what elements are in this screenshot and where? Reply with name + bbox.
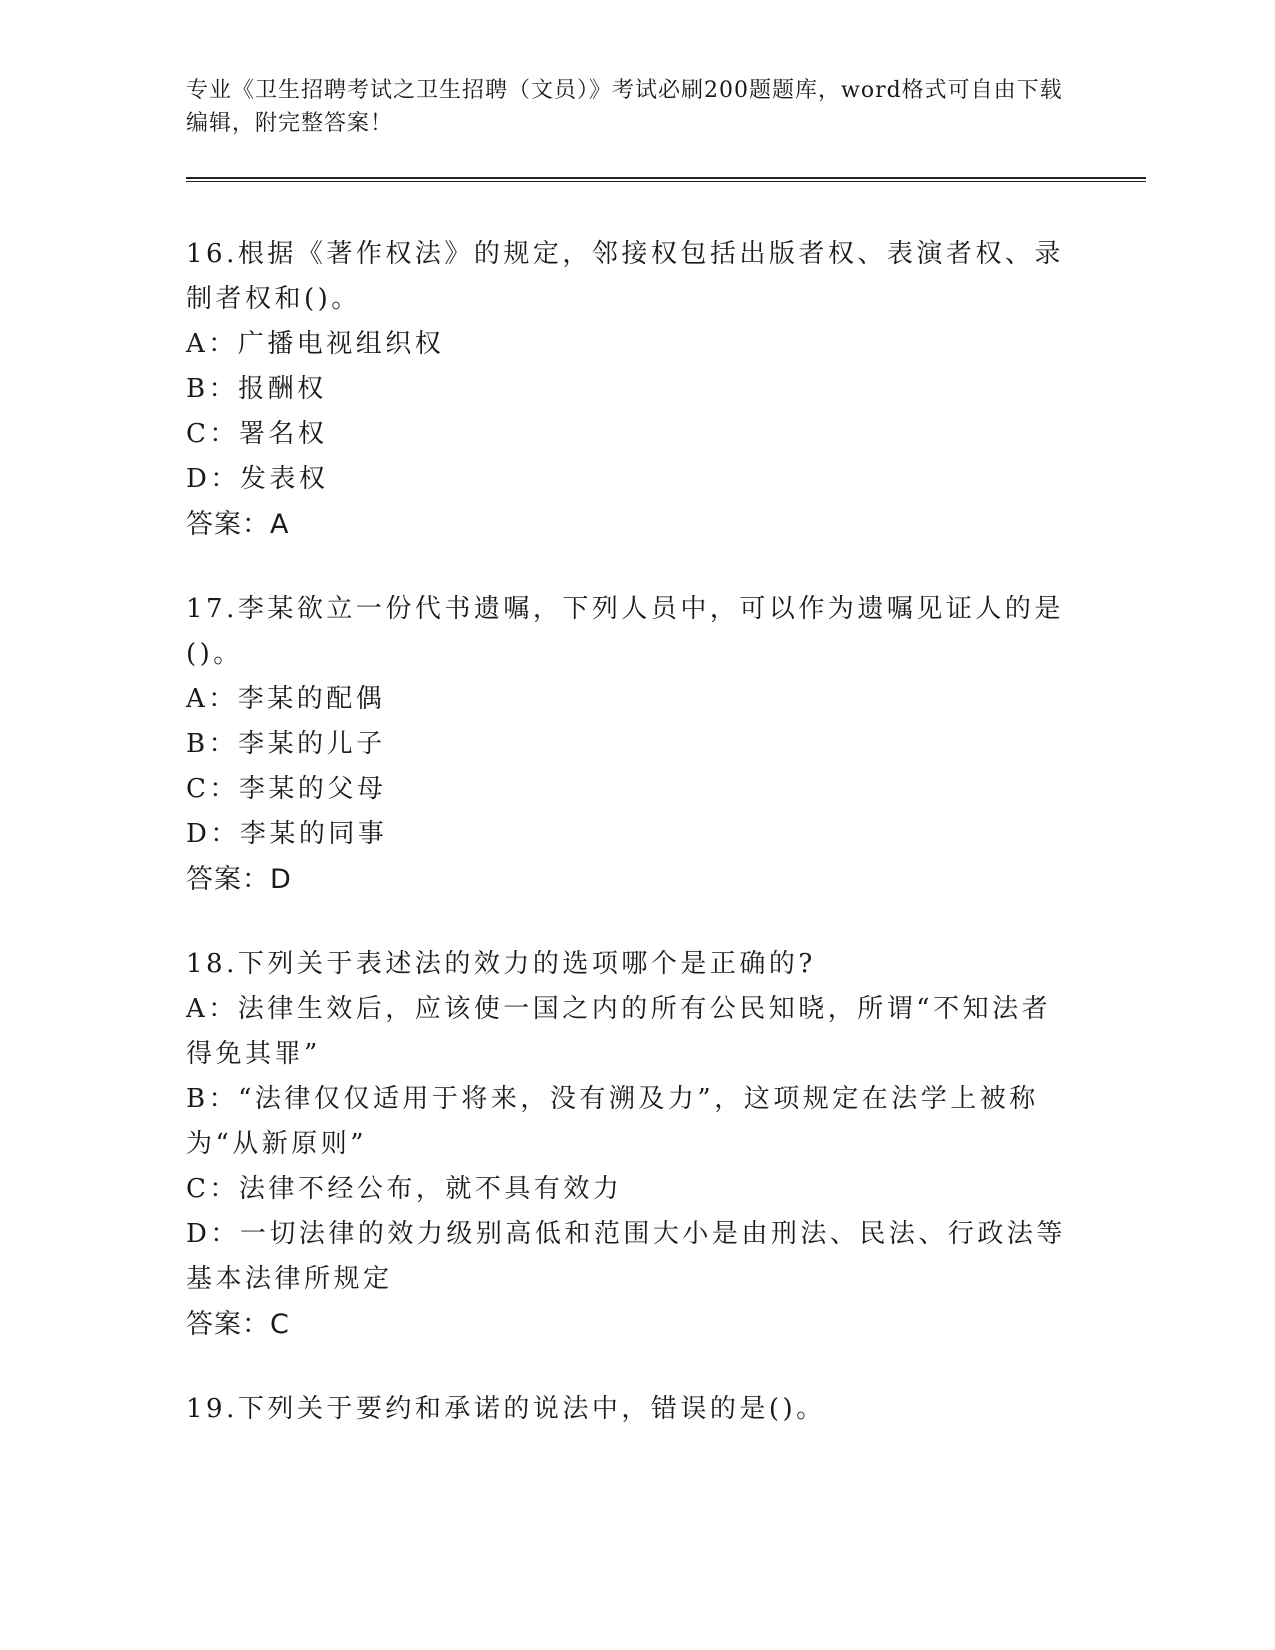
question-list [186, 232, 1071, 1472]
option-b: B：报酬权 [186, 374, 327, 404]
option-c: C：署名权 [186, 419, 328, 449]
question-19 [186, 1387, 1071, 1432]
question-17 [186, 587, 1071, 902]
option-d: D：李某的同事 [186, 819, 388, 849]
question-text: 19.下列关于要约和承诺的说法中，错误的是()。 [186, 1394, 826, 1424]
option-c: C：李某的父母 [186, 774, 387, 804]
question-18 [186, 942, 1071, 1347]
answer-line: 答案：D [186, 864, 292, 895]
answer-line: 答案：A [186, 509, 290, 540]
question-text: 16.根据《著作权法》的规定，邻接权包括出版者权、表演者权、录制者权和()。 [186, 239, 1064, 314]
header-divider [186, 177, 1146, 182]
option-a: A：法律生效后，应该使一国之内的所有公民知晓，所谓“不知法者得免其罪” [186, 994, 1052, 1069]
document-header: 专业《卫生招聘考试之卫生招聘（文员）》考试必刷200题题库，word格式可自由下载编辑，附完整答案！ [186, 78, 1063, 136]
option-d: D：一切法律的效力级别高低和范围大小是由刑法、民法、行政法等基本法律所规定 [186, 1219, 1066, 1294]
option-c: C：法律不经公布，就不具有效力 [186, 1174, 623, 1204]
answer-line: 答案：C [186, 1309, 290, 1340]
option-a: A：广播电视组织权 [186, 329, 445, 359]
question-text: 17.李某欲立一份代书遗嘱，下列人员中，可以作为遗嘱见证人的是()。 [186, 594, 1064, 669]
option-b: B：“法律仅仅适用于将来，没有溯及力”，这项规定在法学上被称为“从新原则” [186, 1084, 1039, 1159]
question-16 [186, 232, 1071, 547]
option-d: D：发表权 [186, 464, 329, 494]
question-text: 18.下列关于表述法的效力的选项哪个是正确的? [186, 949, 816, 979]
option-b: B：李某的儿子 [186, 729, 386, 759]
option-a: A：李某的配偶 [186, 684, 386, 714]
